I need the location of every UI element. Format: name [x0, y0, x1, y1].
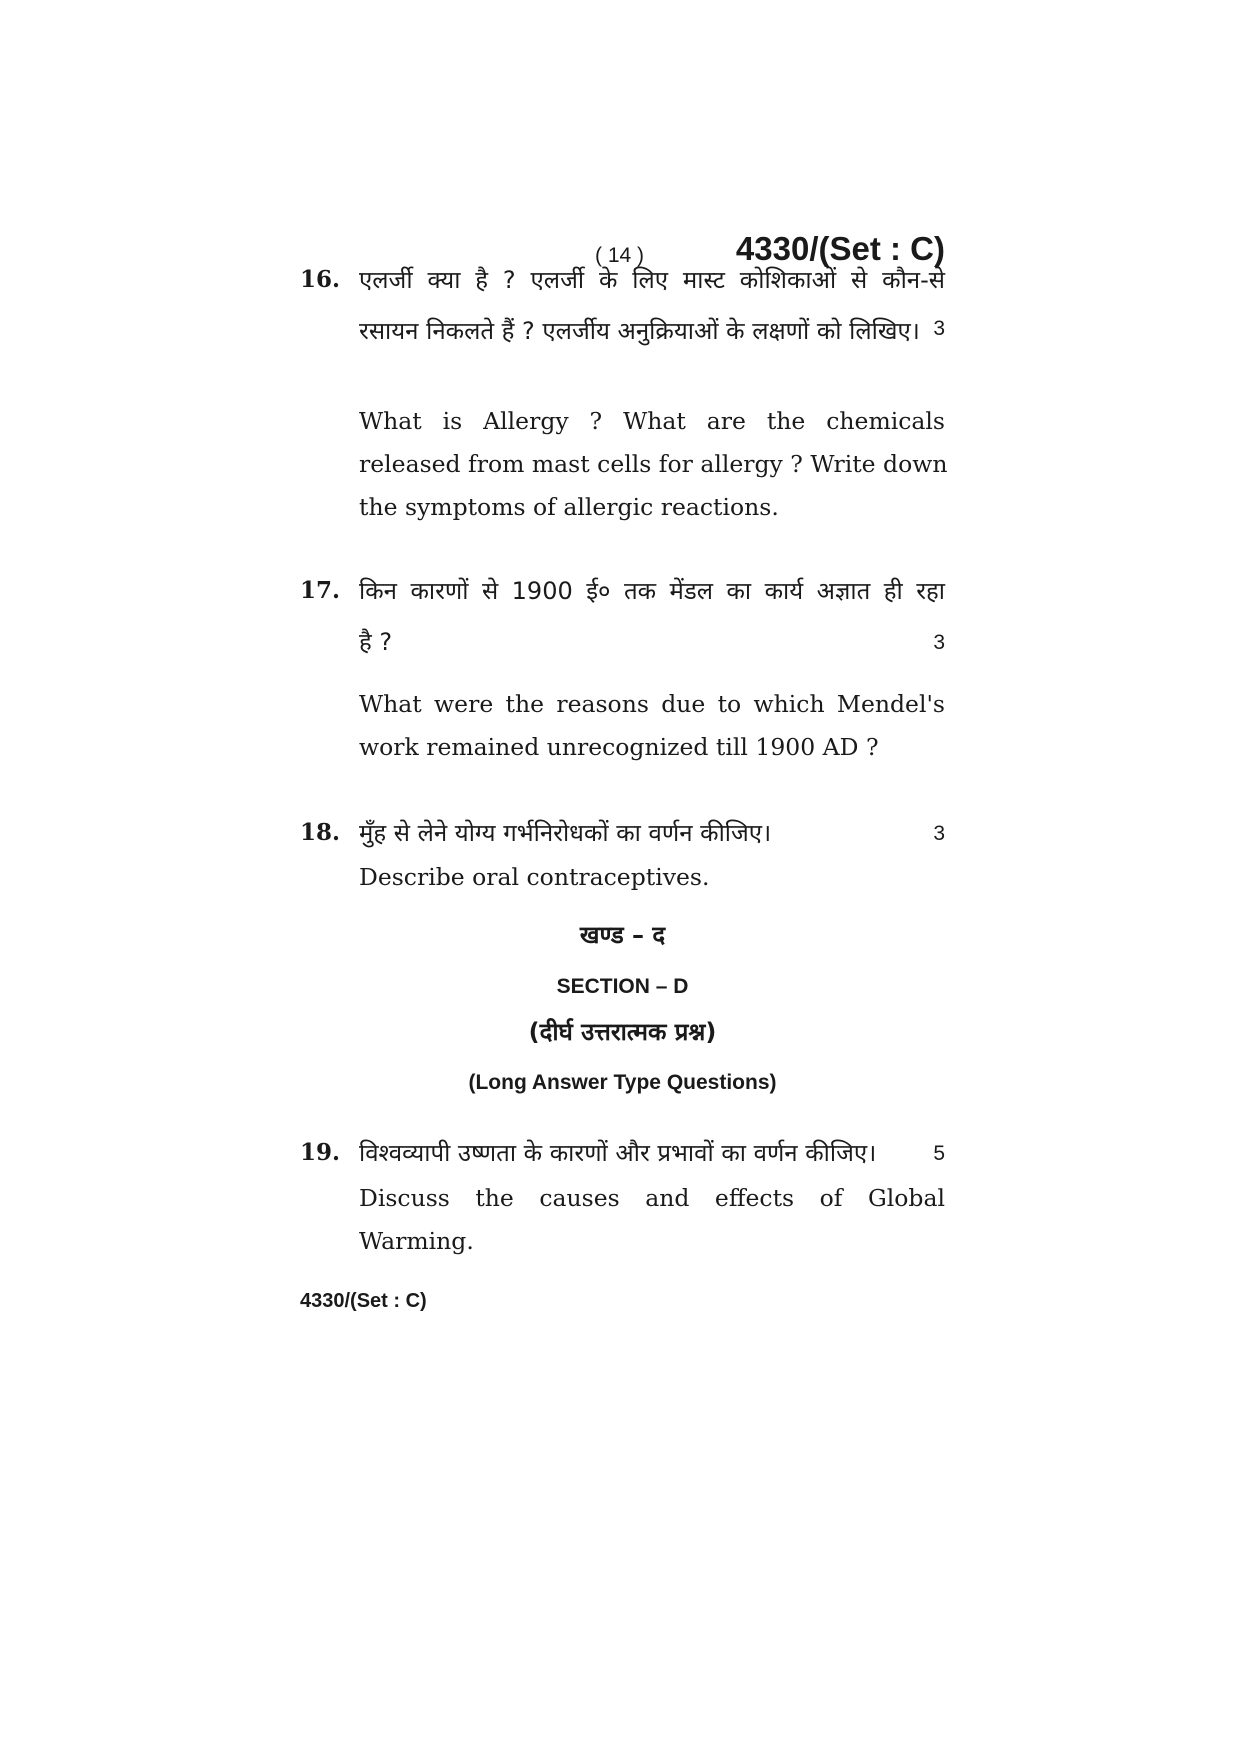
- english-line: What is Allergy ? What are the chemicals: [359, 407, 945, 435]
- paper-code: 4330/(Set : C): [735, 230, 945, 267]
- english-line: Warming.: [359, 1227, 474, 1255]
- question-english-text: [359, 856, 945, 899]
- english-line: What were the reasons due to which Mendel's: [359, 690, 945, 718]
- english-line: Discuss the causes and effects of Global: [359, 1184, 945, 1212]
- hindi-line: है ?: [359, 628, 393, 656]
- question-marks: 5: [933, 1142, 945, 1165]
- english-line: work remained unrecognized till 1900 AD ?: [359, 733, 879, 761]
- question-hindi-text: [359, 566, 945, 668]
- english-line: released from mast cells for allergy ? Write down: [359, 450, 948, 478]
- page-number: ( 14 ): [595, 244, 645, 267]
- question-marks: 3: [933, 631, 945, 654]
- question-hindi-text: [359, 1128, 945, 1179]
- section-title-hindi: खण्ड – द: [579, 921, 666, 949]
- english-line: Describe oral contraceptives.: [359, 863, 710, 891]
- question-english-text: [359, 1177, 945, 1263]
- question-english-text: [359, 683, 945, 769]
- section-subtitle-english: (Long Answer Type Questions): [468, 1071, 777, 1094]
- question-number: 16.: [300, 266, 341, 293]
- hindi-line: एलर्जी क्या है ? एलर्जी के लिए मास्ट कोशिकाओं से कौन-से: [359, 266, 945, 294]
- section-title-english: SECTION – D: [556, 975, 689, 998]
- hindi-line: किन कारणों से 1900 ई० तक मेंडल का कार्य अज्ञात ही रहा: [359, 577, 945, 605]
- question-number: 19.: [300, 1139, 341, 1166]
- question-number: 17.: [300, 577, 341, 604]
- question-marks: 3: [933, 317, 945, 340]
- footer-paper-code: 4330/(Set : C): [300, 1290, 427, 1312]
- question-english-text: [359, 400, 948, 529]
- question-marks: 3: [933, 822, 945, 845]
- hindi-line: रसायन निकलते हैं ? एलर्जीय अनुक्रियाओं के लक्षणों को लिखिए।: [359, 317, 920, 345]
- hindi-line: विश्वव्यापी उष्णता के कारणों और प्रभावों का वर्णन कीजिए।: [359, 1139, 877, 1167]
- question-hindi-text: [359, 255, 945, 357]
- english-line: the symptoms of allergic reactions.: [359, 493, 779, 521]
- section-subtitle-hindi: (दीर्घ उत्तरात्मक प्रश्न): [528, 1018, 717, 1046]
- hindi-line: मुँह से लेने योग्य गर्भनिरोधकों का वर्णन कीजिए।: [359, 819, 772, 847]
- question-hindi-text: [359, 808, 945, 859]
- question-number: 18.: [300, 819, 341, 846]
